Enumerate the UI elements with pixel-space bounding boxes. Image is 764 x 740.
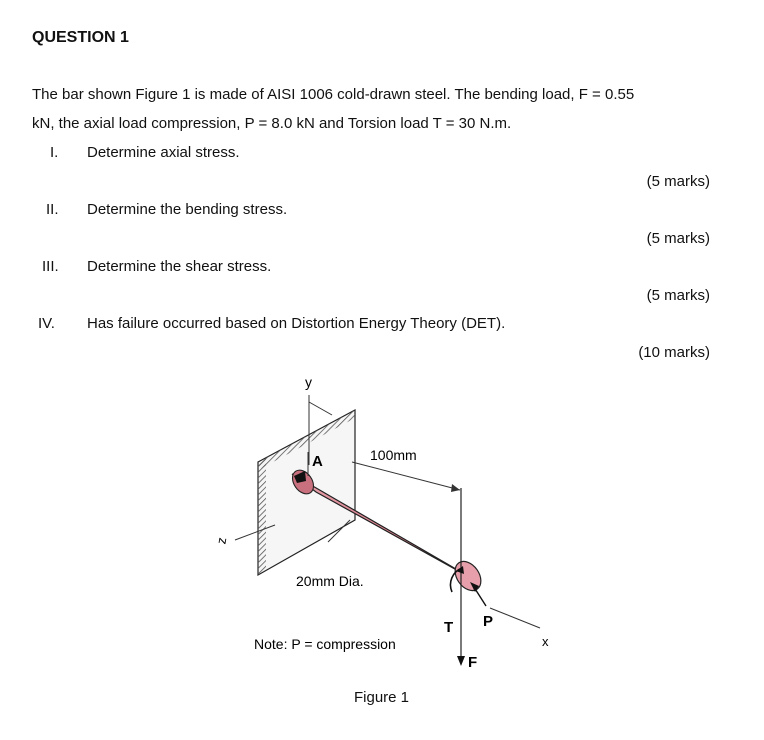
arrow-f	[457, 656, 465, 666]
label-z: z	[213, 536, 230, 546]
question-number-2: II.	[46, 201, 59, 218]
question-text-2: Determine the bending stress.	[87, 201, 288, 218]
label-f: F	[468, 654, 478, 670]
question-text-1: Determine axial stress.	[87, 144, 240, 161]
label-x: x	[542, 634, 549, 649]
figure-caption: Figure 1	[354, 689, 410, 706]
question-text-4: Has failure occurred based on Distortion Energy Theory (DET).	[87, 315, 506, 332]
label-diameter: 20mm Dia.	[296, 573, 364, 589]
intro-line-2: kN, the axial load compression, P = 8.0 kN and Torsion load T = 30 N.m.	[32, 115, 512, 132]
question-text-3: Determine the shear stress.	[87, 258, 272, 275]
question-marks-1: (5 marks)	[646, 173, 710, 190]
label-length: 100mm	[370, 447, 417, 463]
dimension-arrow	[451, 484, 460, 492]
intro-line-1: The bar shown Figure 1 is made of AISI 1006 cold-drawn steel. The bending load, F = 0.55	[32, 86, 635, 103]
label-point-a: A	[312, 453, 323, 470]
label-y: y	[305, 374, 312, 390]
label-p: P	[483, 613, 494, 630]
dimension-line-length	[352, 462, 460, 490]
question-number-4: IV.	[38, 315, 55, 332]
question-marks-4: (10 marks)	[638, 344, 710, 361]
question-number-1: I.	[50, 144, 59, 161]
question-number-3: III.	[42, 258, 59, 275]
x-axis	[490, 608, 540, 628]
question-marks-3: (5 marks)	[646, 287, 710, 304]
question-heading: QUESTION 1	[32, 29, 129, 46]
figure-cantilever-bar	[190, 370, 570, 670]
figure-note: Note: P = compression	[254, 636, 396, 652]
label-t: T	[444, 619, 454, 636]
question-marks-2: (5 marks)	[646, 230, 710, 247]
